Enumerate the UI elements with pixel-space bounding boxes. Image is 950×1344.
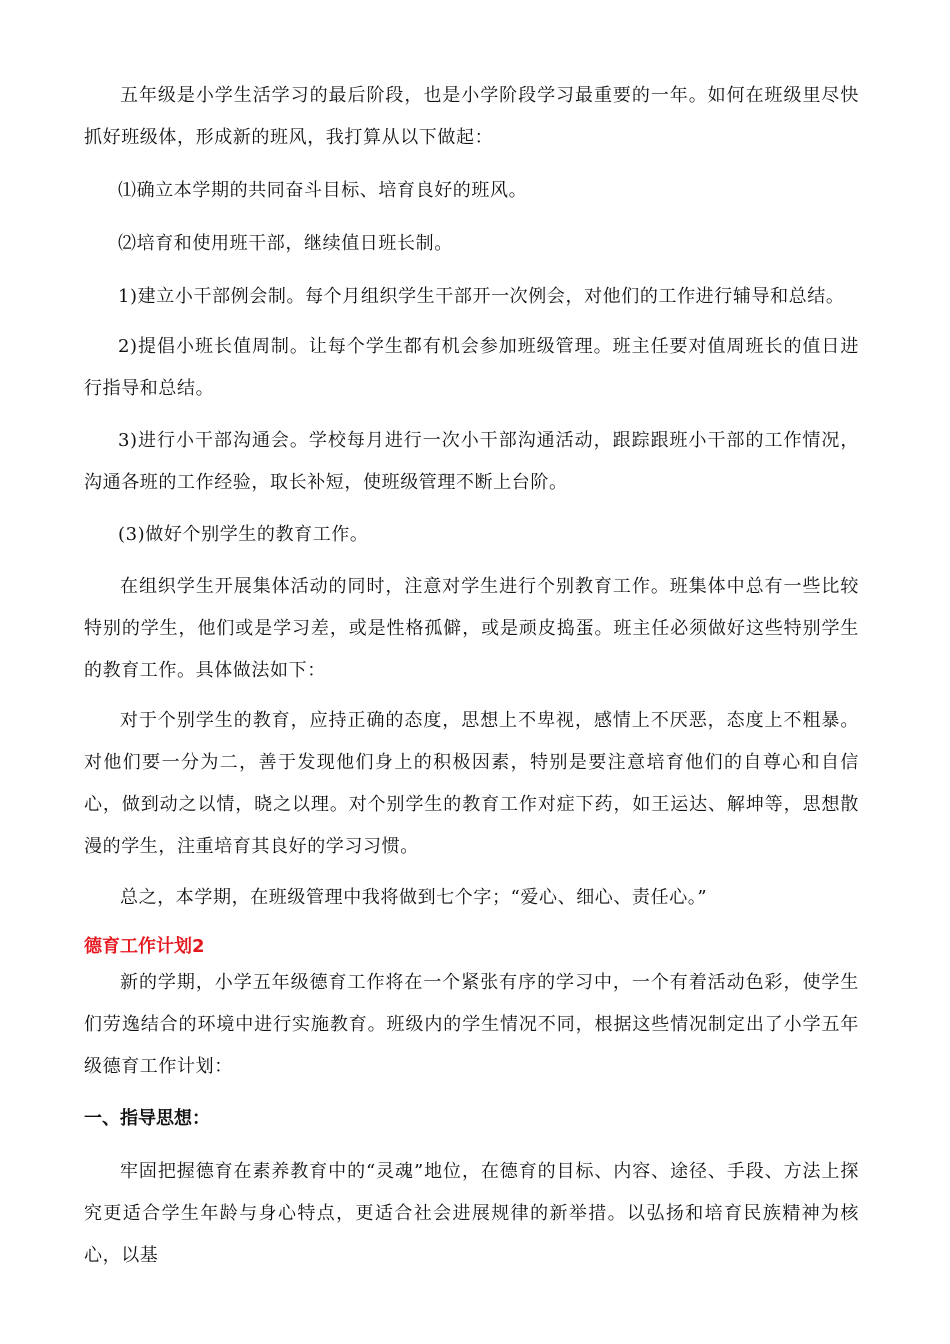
attitude-paragraph: 对于个别学生的教育，应持正确的态度，思想上不卑视，感情上不厌恶，态度上不粗暴。对他们要一分为二，善于发现他们身上的积极因素，特别是要注意培育他们的自尊心和自信心，做到动之以情，晓之以理。对个别学生的教育工作对症下药，如王运达、解坤等，思想散漫的学生，注重培育其良好的学习习惯。 (84, 710, 859, 857)
individual-education-paragraph: 在组织学生开展集体活动的同时，注意对学生进行个别教育工作。班集体中总有一些比较特别的学生，他们或是学习差，或是性格孤僻，或是顽皮捣蛋。班主任必须做好这些特别学生的教育工作。具体做法如下： (84, 576, 859, 681)
sub-item-meeting: 1)建立小干部例会制。每个月组织学生干部开一次例会，对他们的工作进行辅导和总结。 (118, 286, 845, 307)
sub-item-monitor: 2)提倡小班长值周制。让每个学生都有机会参加班级管理。班主任要对值周班长的值日进行指导和总结。 (84, 336, 859, 399)
section-title: 德育工作计划2 (84, 936, 205, 957)
guiding-paragraph: 牢固把握德育在素养教育中的“灵魂”地位，在德育的目标、内容、途径、手段、方法上探究更适合学生年龄与身心特点，更适合社会进展规律的新举措。以弘扬和培育民族精神为核心，以基 (84, 1161, 859, 1266)
sub-item-communication: 3)进行小干部沟通会。学校每月进行一次小干部沟通活动，跟踪跟班小干部的工作情况，沟通各班的工作经验，取长补短，使班级管理不断上台阶。 (84, 430, 859, 493)
summary-paragraph: 总之，本学期，在班级管理中我将做到七个字；“爱心、细心、责任心。” (120, 887, 708, 908)
list-item-individual: (3)做好个别学生的教育工作。 (118, 524, 369, 545)
list-item-cadres: ⑵培育和使用班干部，继续值日班长制。 (118, 233, 453, 254)
guiding-heading: 一、指导思想： (84, 1108, 210, 1129)
intro-paragraph: 五年级是小学生活学习的最后阶段，也是小学阶段学习最重要的一年。如何在班级里尽快抓好班级体，形成新的班风，我打算从以下做起： (84, 85, 859, 148)
section2-intro-paragraph: 新的学期，小学五年级德育工作将在一个紧张有序的学习中，一个有着活动色彩，使学生们劳逸结合的环境中进行实施教育。班级内的学生情况不同，根据这些情况制定出了小学五年级德育工作计划： (84, 972, 859, 1077)
list-item-goal: ⑴确立本学期的共同奋斗目标、培育良好的班风。 (118, 180, 528, 201)
